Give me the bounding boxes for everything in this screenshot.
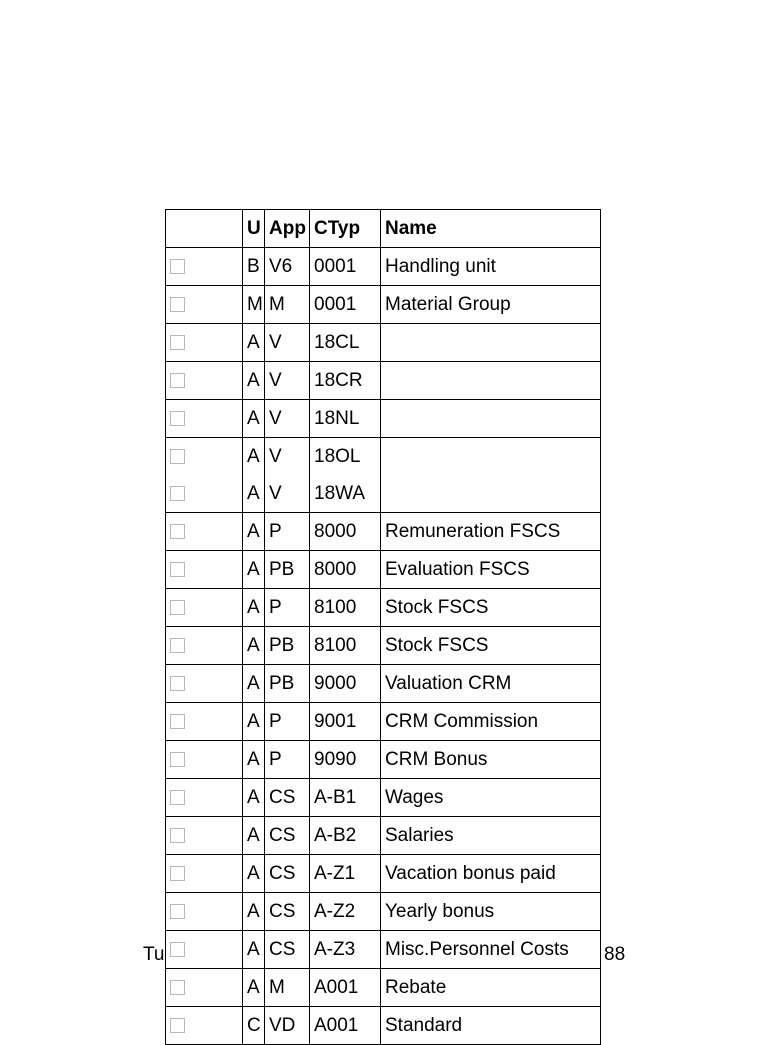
row-select-cell[interactable] <box>166 438 243 476</box>
cell-u: C <box>243 1007 265 1045</box>
cell-ctyp: 18OL <box>310 438 381 476</box>
table-row[interactable] <box>166 703 601 741</box>
cell-app: V <box>265 400 310 438</box>
row-select-checkbox[interactable] <box>170 828 185 843</box>
row-select-checkbox[interactable] <box>170 752 185 767</box>
row-select-checkbox[interactable] <box>170 297 185 312</box>
cell-app: V <box>265 324 310 362</box>
cell-u: A <box>243 589 265 627</box>
row-select-cell[interactable] <box>166 855 243 893</box>
table-row[interactable] <box>166 475 601 513</box>
row-select-checkbox[interactable] <box>170 524 185 539</box>
cell-name: CRM Commission <box>381 703 601 741</box>
footer-right-text: 88 <box>604 944 626 965</box>
row-select-cell[interactable] <box>166 475 243 513</box>
cell-app: CS <box>265 893 310 931</box>
cell-u: A <box>243 362 265 400</box>
cell-ctyp: 0001 <box>310 248 381 286</box>
row-select-checkbox[interactable] <box>170 600 185 615</box>
row-select-cell[interactable] <box>166 362 243 400</box>
row-select-checkbox[interactable] <box>170 638 185 653</box>
cell-app: V6 <box>265 248 310 286</box>
row-select-checkbox[interactable] <box>170 373 185 388</box>
cell-u: A <box>243 779 265 817</box>
row-select-checkbox[interactable] <box>170 486 185 501</box>
row-select-checkbox[interactable] <box>170 980 185 995</box>
table-row[interactable] <box>166 931 601 969</box>
condition-types-table <box>165 209 601 1045</box>
row-select-cell[interactable] <box>166 589 243 627</box>
row-select-checkbox[interactable] <box>170 904 185 919</box>
table-row[interactable] <box>166 969 601 1007</box>
table-row[interactable] <box>166 362 601 400</box>
row-select-cell[interactable] <box>166 551 243 589</box>
cell-name: Wages <box>381 779 601 817</box>
cell-app: P <box>265 589 310 627</box>
cell-u: M <box>243 286 265 324</box>
row-select-checkbox[interactable] <box>170 335 185 350</box>
row-select-checkbox[interactable] <box>170 449 185 464</box>
cell-ctyp: 8000 <box>310 513 381 551</box>
cell-name: Rebate <box>381 969 601 1007</box>
column-header-ctyp: CTyp <box>310 210 381 248</box>
cell-app: CS <box>265 817 310 855</box>
table-body <box>166 248 601 1045</box>
cell-app: CS <box>265 779 310 817</box>
row-select-cell[interactable] <box>166 1007 243 1045</box>
cell-name: Evaluation FSCS <box>381 551 601 589</box>
table-row[interactable] <box>166 893 601 931</box>
cell-ctyp: A-Z1 <box>310 855 381 893</box>
cell-ctyp: A001 <box>310 1007 381 1045</box>
cell-name: Remuneration FSCS <box>381 513 601 551</box>
cell-app: P <box>265 741 310 779</box>
cell-u: A <box>243 513 265 551</box>
table-row[interactable] <box>166 438 601 476</box>
cell-name: Stock FSCS <box>381 589 601 627</box>
row-select-cell[interactable] <box>166 627 243 665</box>
row-select-checkbox[interactable] <box>170 866 185 881</box>
cell-name <box>381 324 601 362</box>
table-row[interactable] <box>166 324 601 362</box>
row-select-checkbox[interactable] <box>170 1018 185 1033</box>
cell-name <box>381 438 601 476</box>
cell-app: PB <box>265 551 310 589</box>
row-select-cell[interactable] <box>166 741 243 779</box>
cell-app: CS <box>265 931 310 969</box>
row-select-cell[interactable] <box>166 893 243 931</box>
cell-ctyp: 18CR <box>310 362 381 400</box>
table-row[interactable] <box>166 513 601 551</box>
table-row[interactable] <box>166 779 601 817</box>
column-header-select <box>166 210 243 248</box>
cell-name: CRM Bonus <box>381 741 601 779</box>
cell-ctyp: 8100 <box>310 627 381 665</box>
table-row[interactable] <box>166 286 601 324</box>
table-row[interactable] <box>166 665 601 703</box>
column-header-name: Name <box>381 210 601 248</box>
row-select-cell[interactable] <box>166 703 243 741</box>
cell-name: Salaries <box>381 817 601 855</box>
table-row[interactable] <box>166 589 601 627</box>
row-select-checkbox[interactable] <box>170 562 185 577</box>
table-row[interactable] <box>166 1007 601 1045</box>
table-row[interactable] <box>166 248 601 286</box>
cell-u: A <box>243 400 265 438</box>
cell-app: P <box>265 703 310 741</box>
cell-app: V <box>265 475 310 513</box>
row-select-cell[interactable] <box>166 665 243 703</box>
row-select-cell[interactable] <box>166 969 243 1007</box>
row-select-cell[interactable] <box>166 817 243 855</box>
cell-u: A <box>243 324 265 362</box>
cell-ctyp: 8000 <box>310 551 381 589</box>
column-header-app: App <box>265 210 310 248</box>
cell-name: Vacation bonus paid <box>381 855 601 893</box>
cell-u: A <box>243 665 265 703</box>
cell-u: A <box>243 627 265 665</box>
cell-ctyp: A-B1 <box>310 779 381 817</box>
cell-u: A <box>243 741 265 779</box>
row-select-checkbox[interactable] <box>170 714 185 729</box>
cell-u: A <box>243 817 265 855</box>
cell-name: Standard <box>381 1007 601 1045</box>
cell-ctyp: 18CL <box>310 324 381 362</box>
row-select-checkbox[interactable] <box>170 411 185 426</box>
cell-ctyp: 8100 <box>310 589 381 627</box>
row-select-cell[interactable] <box>166 779 243 817</box>
cell-ctyp: 9000 <box>310 665 381 703</box>
cell-app: P <box>265 513 310 551</box>
cell-name <box>381 362 601 400</box>
cell-app: V <box>265 438 310 476</box>
cell-u: A <box>243 551 265 589</box>
row-select-cell[interactable] <box>166 286 243 324</box>
cell-u: A <box>243 855 265 893</box>
table-row[interactable] <box>166 400 601 438</box>
cell-ctyp: A001 <box>310 969 381 1007</box>
cell-ctyp: A-B2 <box>310 817 381 855</box>
table-row[interactable] <box>166 741 601 779</box>
cell-name: Misc.Personnel Costs <box>381 931 601 969</box>
table-row[interactable] <box>166 627 601 665</box>
cell-u: A <box>243 475 265 513</box>
cell-app: M <box>265 286 310 324</box>
cell-app: V <box>265 362 310 400</box>
cell-app: PB <box>265 665 310 703</box>
row-select-checkbox[interactable] <box>170 790 185 805</box>
column-header-u: U <box>243 210 265 248</box>
cell-ctyp: 9090 <box>310 741 381 779</box>
cell-name: Yearly bonus <box>381 893 601 931</box>
cell-ctyp: 0001 <box>310 286 381 324</box>
cell-ctyp: 18WA <box>310 475 381 513</box>
cell-u: A <box>243 969 265 1007</box>
table-header-row <box>166 210 601 248</box>
cell-name: Stock FSCS <box>381 627 601 665</box>
row-select-cell[interactable] <box>166 513 243 551</box>
table-row[interactable] <box>166 855 601 893</box>
cell-name: Valuation CRM <box>381 665 601 703</box>
cell-u: A <box>243 893 265 931</box>
cell-name: Material Group <box>381 286 601 324</box>
cell-name <box>381 400 601 438</box>
cell-app: M <box>265 969 310 1007</box>
row-select-cell[interactable] <box>166 931 243 969</box>
cell-app: CS <box>265 855 310 893</box>
cell-ctyp: A-Z2 <box>310 893 381 931</box>
cell-app: VD <box>265 1007 310 1045</box>
row-select-cell[interactable] <box>166 248 243 286</box>
cell-name <box>381 475 601 513</box>
cell-app: PB <box>265 627 310 665</box>
cell-u: A <box>243 703 265 741</box>
cell-ctyp: A-Z3 <box>310 931 381 969</box>
cell-name: Handling unit <box>381 248 601 286</box>
row-select-cell[interactable] <box>166 324 243 362</box>
row-select-checkbox[interactable] <box>170 676 185 691</box>
cell-u: A <box>243 931 265 969</box>
table-row[interactable] <box>166 817 601 855</box>
table-row[interactable] <box>166 551 601 589</box>
row-select-checkbox[interactable] <box>170 942 185 957</box>
row-select-cell[interactable] <box>166 400 243 438</box>
cell-ctyp: 9001 <box>310 703 381 741</box>
cell-u: A <box>243 438 265 476</box>
footer-left-text: Tu <box>143 944 165 965</box>
row-select-checkbox[interactable] <box>170 259 185 274</box>
cell-ctyp: 18NL <box>310 400 381 438</box>
cell-u: B <box>243 248 265 286</box>
